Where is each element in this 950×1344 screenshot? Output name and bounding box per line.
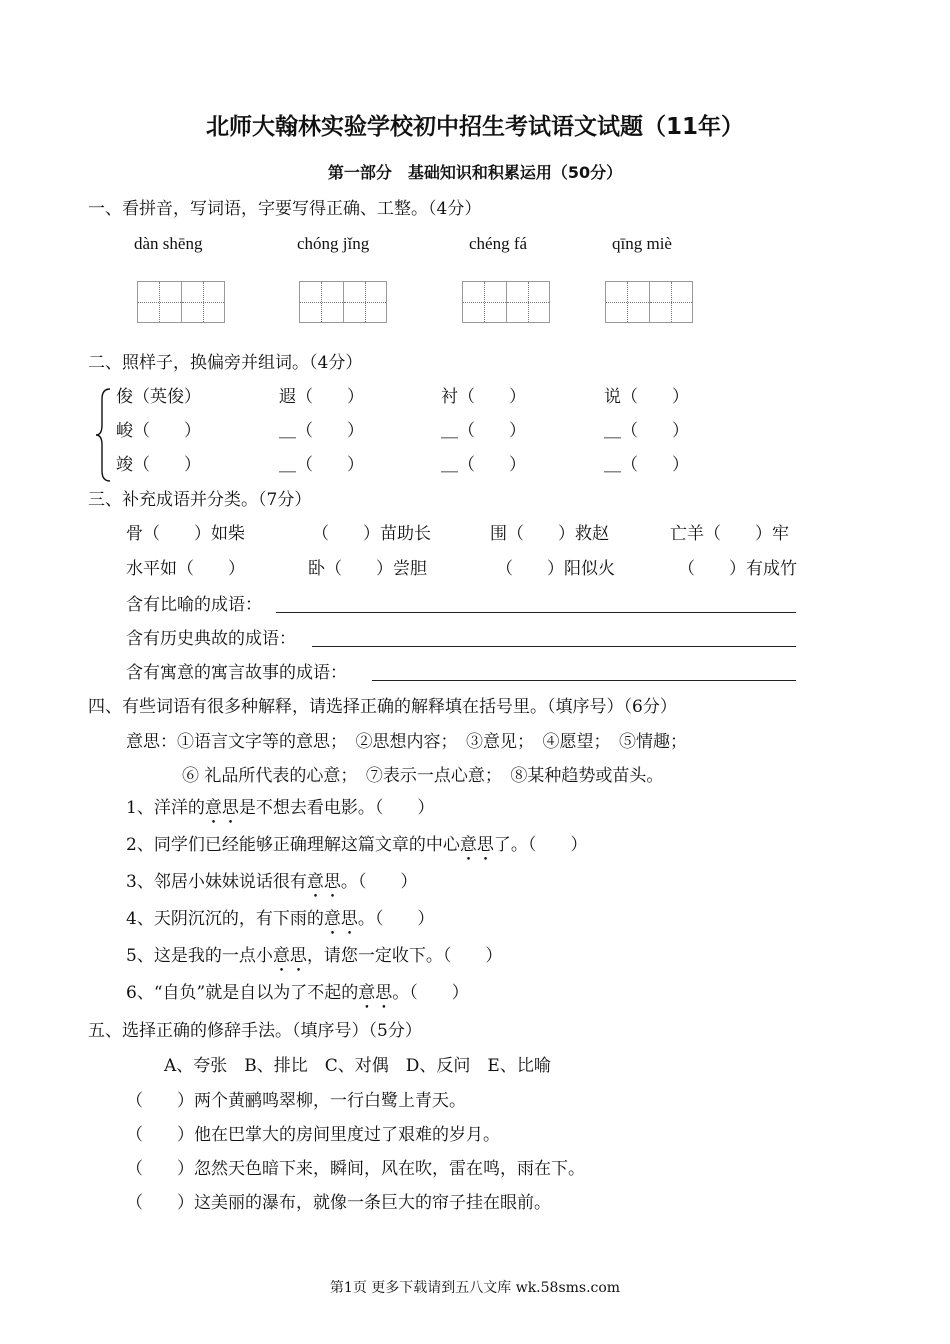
q2-cell: 俊（英俊）: [116, 387, 201, 407]
writing-box-2[interactable]: [299, 281, 387, 323]
idiom: 亡羊（ ）牢: [670, 524, 789, 544]
pinyin-1: dàn shēng: [134, 234, 203, 253]
q2-cell: ＿（ ）: [604, 421, 689, 441]
pinyin-2: chóng jǐng: [297, 234, 370, 253]
idiom: 围（ ）救赵: [490, 524, 609, 544]
q5-item: （ ）他在巴掌大的房间里度过了艰难的岁月。: [126, 1125, 500, 1145]
page-footer: 第1页 更多下载请到五八文库 wk.58sms.com: [329, 1280, 621, 1296]
q2-cell: ＿（ ）: [441, 455, 526, 475]
answer-line[interactable]: [312, 646, 796, 647]
part-heading: 第一部分 基础知识和积累运用（50分）: [327, 163, 623, 182]
rhetoric-options: A、夸张 B、排比 C、对偶 D、反问 E、比喻: [164, 1056, 551, 1076]
q4-item: 4、天阴沉沉的，有下雨的意思。（ ）: [126, 909, 435, 929]
answer-line[interactable]: [372, 680, 796, 681]
q5-item: （ ）忽然天色暗下来，瞬间，风在吹，雷在鸣，雨在下。: [126, 1159, 585, 1179]
idiom: （ ）苗助长: [312, 524, 431, 544]
brace-icon: [94, 385, 114, 485]
idiom: （ ）阳似火: [496, 559, 615, 579]
category-label: 含有比喻的成语：: [126, 595, 262, 615]
idiom: 卧（ ）尝胆: [308, 559, 427, 579]
q4-item: 2、同学们已经能够正确理解这篇文章的中心意思了。（ ）: [126, 835, 588, 855]
q2-cell: ＿（ ）: [441, 421, 526, 441]
q4-item: 5、这是我的一点小意思，请您一定收下。（ ）: [126, 946, 503, 966]
q2-cell: 遐（ ）: [279, 387, 364, 407]
writing-box-4[interactable]: [605, 281, 693, 323]
q2-cell: ＿（ ）: [279, 421, 364, 441]
q2-heading: 二、照样子，换偏旁并组词。（4分）: [88, 353, 363, 373]
pinyin-3: chéng fá: [469, 234, 528, 253]
q5-item: （ ）这美丽的瀑布，就像一条巨大的帘子挂在眼前。: [126, 1193, 551, 1213]
meanings-list: 意思：①语言文字等的意思； ②思想内容； ③意见； ④愿望； ⑤情趣；: [126, 732, 687, 752]
q4-item: 1、洋洋的意思是不想去看电影。（ ）: [126, 798, 435, 818]
q4-item: 6、“自负”就是自以为了不起的意思。（ ）: [126, 983, 469, 1003]
page-title: 北师大翰林实验学校初中招生考试语文试题（11年）: [205, 114, 744, 140]
q4-heading: 四、有些词语有很多种解释，请选择正确的解释填在括号里。（填序号）（6分）: [88, 697, 677, 717]
pinyin-4: qīng miè: [612, 234, 672, 253]
q2-cell: ＿（ ）: [279, 455, 364, 475]
q2-cell: ＿（ ）: [604, 455, 689, 475]
q5-heading: 五、选择正确的修辞手法。（填序号）（5分）: [88, 1021, 422, 1041]
q2-cell: 竣（ ）: [116, 455, 201, 475]
category-label: 含有历史典故的成语：: [126, 629, 296, 649]
q1-heading: 一、看拼音，写词语，字要写得正确、工整。（4分）: [88, 199, 482, 219]
category-label: 含有寓意的寓言故事的成语：: [126, 663, 347, 683]
q3-heading: 三、补充成语并分类。（7分）: [88, 490, 312, 510]
q5-item: （ ）两个黄鹂鸣翠柳，一行白鹭上青天。: [126, 1091, 466, 1111]
q2-cell: 峻（ ）: [116, 421, 201, 441]
idiom: 骨（ ）如柴: [126, 524, 245, 544]
q4-item: 3、邻居小妹妹说话很有意思。（ ）: [126, 872, 418, 892]
meanings-list: ⑥ 礼品所代表的心意； ⑦表示一点心意； ⑧某种趋势或苗头。: [182, 766, 664, 786]
q2-cell: 衬（ ）: [441, 387, 526, 407]
idiom: 水平如（ ）: [126, 559, 245, 579]
writing-box-3[interactable]: [462, 281, 550, 323]
answer-line[interactable]: [276, 612, 796, 613]
idiom: （ ）有成竹: [678, 559, 797, 579]
q2-cell: 说（ ）: [604, 387, 689, 407]
writing-box-1[interactable]: [137, 281, 225, 323]
